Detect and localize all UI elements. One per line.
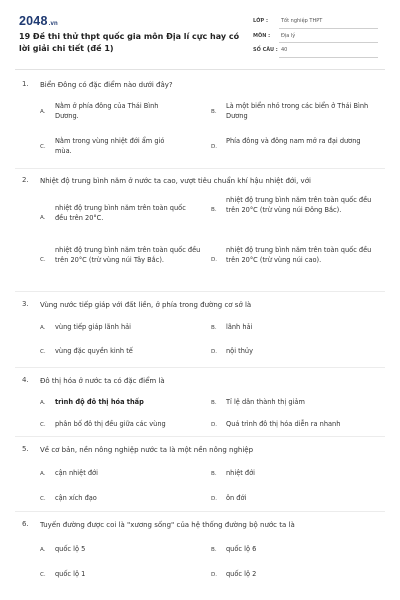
meta-count-label: SỐ CÂU : xyxy=(253,47,278,53)
option-text: Quá trình đô thị hóa diễn ra nhanh xyxy=(226,420,341,428)
question-number: 3. xyxy=(22,300,29,308)
option-letter: C. xyxy=(40,257,46,263)
option-text: Nằm ở phía đông của Thái Bình Dương. xyxy=(55,102,159,120)
question-divider xyxy=(15,511,385,512)
option-letter: C. xyxy=(40,572,46,578)
meta-count-row xyxy=(253,45,378,60)
option-text: quốc lộ 6 xyxy=(226,545,257,553)
meta-class-value: Tốt nghiệp THPT xyxy=(281,18,323,24)
question-text: Đô thị hóa ở nước ta có đặc điểm là xyxy=(40,377,165,385)
option-letter: B. xyxy=(211,207,217,213)
option-letter: D. xyxy=(211,422,218,428)
question-number: 5. xyxy=(22,445,29,453)
question-divider xyxy=(15,291,385,292)
option-text: Phía đông và đông nam mở ra đại dương xyxy=(226,137,361,145)
option-text: trình độ đô thị hóa thấp xyxy=(55,398,144,406)
question-number: 6. xyxy=(22,520,29,528)
question-text: Tuyến đường được coi là "xương sống" của hệ thống đường bộ nước ta là xyxy=(40,521,295,529)
question-number: 2. xyxy=(22,176,29,184)
option-text: quốc lộ 1 xyxy=(55,570,86,578)
option-letter: C. xyxy=(40,144,46,150)
option-text: Tỉ lệ dân thành thị giảm xyxy=(226,398,305,406)
option-letter: A. xyxy=(40,109,46,115)
meta-underline xyxy=(279,57,378,58)
option-letter: D. xyxy=(211,349,218,355)
option-letter: D. xyxy=(211,257,218,263)
option-text: cận xích đạo xyxy=(55,494,97,502)
option-text: nhiệt độ trung bình năm trên toàn quốc đều trên 20°C (trừ vùng núi Đông Bắc). xyxy=(226,196,372,214)
option-letter: B. xyxy=(211,547,217,553)
question-number: 1. xyxy=(22,80,29,88)
document-title: 19 Đề thi thử thpt quốc gia môn Địa lí cực hay có lời giải chi tiết (đề 1) xyxy=(19,32,240,53)
meta-count-value: 40 xyxy=(281,47,288,53)
option-text: nhiệt độ trung bình năm trên toàn quốc đều trên 20°C. xyxy=(55,204,186,222)
option-text: nhiệt độ trung bình năm trên toàn quốc đều trên 20°C (trừ vùng núi cao). xyxy=(226,246,372,264)
page-header xyxy=(0,0,400,66)
option-text: quốc lộ 5 xyxy=(55,545,86,553)
option-letter: A. xyxy=(40,400,46,406)
option-text: nhiệt độ trung bình năm trên toàn quốc đều trên 20°C (trừ vùng núi Tây Bắc). xyxy=(55,246,201,264)
option-letter: D. xyxy=(211,144,218,150)
option-text: vùng đặc quyền kinh tế xyxy=(55,347,133,355)
option-letter: B. xyxy=(211,471,217,477)
option-letter: C. xyxy=(40,422,46,428)
question-divider xyxy=(15,367,385,368)
option-letter: C. xyxy=(40,496,46,502)
meta-underline xyxy=(279,42,378,43)
meta-subject-label: MÔN : xyxy=(253,32,271,39)
option-text: lãnh hải xyxy=(226,323,253,331)
question-number: 4. xyxy=(22,376,29,384)
option-letter: D. xyxy=(211,496,218,502)
option-text: cận nhiệt đới xyxy=(55,469,98,477)
option-letter: A. xyxy=(40,471,46,477)
question-text: Biển Đông có đặc điểm nào dưới đây? xyxy=(40,81,173,89)
question-text: Về cơ bản, nền nông nghiệp nước ta là một nền nông nghiệp xyxy=(40,446,254,454)
option-text: nội thủy xyxy=(226,347,253,355)
option-text: vùng tiếp giáp lãnh hải xyxy=(55,323,132,331)
document-meta xyxy=(253,16,378,60)
meta-subject-row xyxy=(253,31,378,46)
meta-subject-value: Địa lý xyxy=(281,32,296,39)
question-text: Nhiệt độ trung bình năm ở nước ta cao, vượt tiêu chuẩn khí hậu nhiệt đới, với xyxy=(40,177,311,185)
option-letter: B. xyxy=(211,325,217,331)
option-letter: C. xyxy=(40,349,46,355)
option-text: phân bố đô thị đều giữa các vùng xyxy=(55,420,166,428)
question-text: Vùng nước tiếp giáp với đất liền, ở phía trong đường cơ sở là xyxy=(40,301,252,309)
meta-class-label: LỚP : xyxy=(253,18,268,24)
meta-underline xyxy=(279,28,378,29)
option-letter: B. xyxy=(211,400,217,406)
option-text: Nằm trong vùng nhiệt đới ẩm gió mùa. xyxy=(55,137,165,155)
option-letter: B. xyxy=(211,109,217,115)
meta-class-row xyxy=(253,16,378,31)
option-text: nhiệt đới xyxy=(226,469,255,477)
option-text: quốc lộ 2 xyxy=(226,570,257,578)
site-logo[interactable]: 2048.vn xyxy=(19,14,58,28)
option-text: Là một biển nhỏ trong các biển ở Thái Bình Dương xyxy=(226,102,369,120)
option-letter: A. xyxy=(40,547,46,553)
option-letter: D. xyxy=(211,572,218,578)
header-divider xyxy=(15,69,385,70)
option-letter: A. xyxy=(40,215,46,221)
question-divider xyxy=(15,168,385,169)
option-text: ôn đới xyxy=(226,494,247,502)
question-divider xyxy=(15,436,385,437)
option-letter: A. xyxy=(40,325,46,331)
